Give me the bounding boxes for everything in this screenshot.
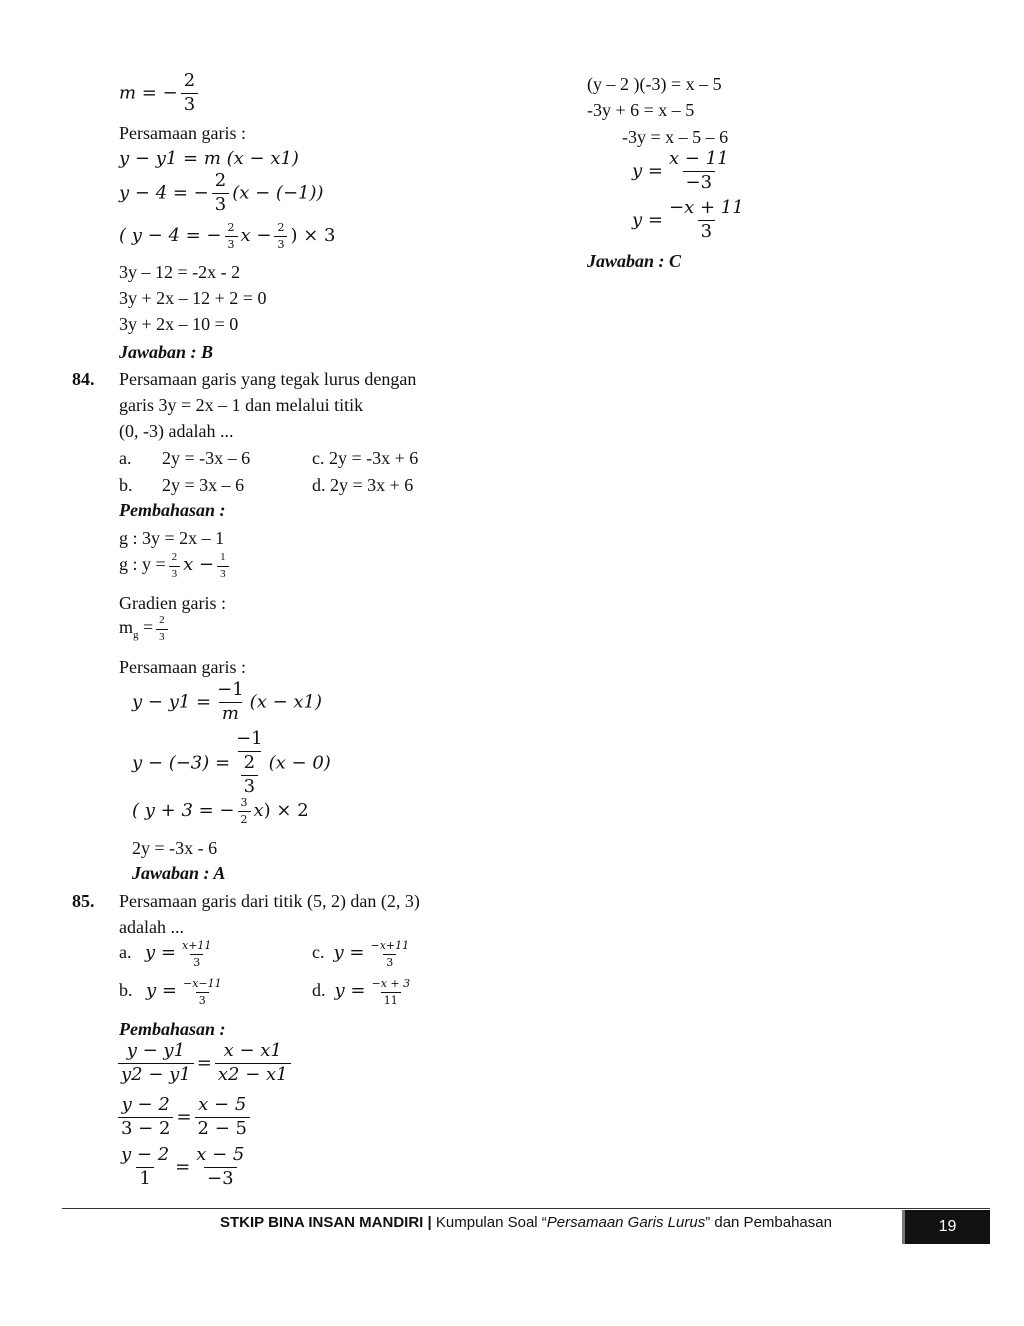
q84-persamaan-heading: Persamaan garis : — [119, 657, 246, 677]
page-number: 19 — [905, 1210, 990, 1244]
q84-pembahasan-heading: Pembahasan : — [119, 500, 226, 520]
right-step-3: -3y = x – 5 – 6 — [622, 127, 729, 147]
q84-gradient-value: $m_g$ = $\frac{2}{3}$ — [119, 615, 171, 643]
footer-suffix: ” dan Pembahasan — [705, 1214, 832, 1231]
q84-option-b: 2y = 3x – 6 — [162, 475, 245, 495]
persamaan-garis-heading: Persamaan garis : — [119, 123, 246, 143]
footer-separator: | — [423, 1214, 436, 1231]
q84-text-line1: Persamaan garis yang tegak lurus dengan — [119, 369, 417, 389]
right-step-5: y = $\frac{-x + 11}{3}$ — [632, 197, 744, 242]
q84-option-d: d. 2y = 3x + 6 — [312, 475, 414, 495]
footer-institution: STKIP BINA INSAN MANDIRI — [220, 1214, 424, 1231]
q84-gradien-heading: Gradien garis : — [119, 593, 226, 613]
right-step-2: -3y + 6 = x – 5 — [587, 100, 695, 120]
q84-multiply-step: ( y + 3 = − $\frac{3}{2}$ x) × 2 — [132, 796, 309, 826]
q85-option-c: c. y = $\frac{-x+11}{3}$ — [312, 939, 410, 969]
q84-option-b-label: b. — [119, 475, 133, 495]
equation-step-1: y − 4 = − $\frac{2}{3}$ (x − (−1)) — [119, 170, 324, 215]
answer-a: Jawaban : A — [132, 863, 226, 883]
q85-option-b: b. y = $\frac{-x-11}{3}$ — [119, 977, 222, 1007]
equation-step-5: 3y + 2x – 10 = 0 — [119, 314, 239, 334]
question-number-84: 84. — [72, 369, 95, 389]
q84-option-a-label: a. — [119, 448, 132, 468]
q84-line-g: g : 3y = 2x – 1 — [119, 528, 225, 548]
point-slope-formula: y − y1 = m (x − x1) — [119, 148, 299, 169]
q84-text-line2: garis 3y = 2x – 1 dan melalui titik — [119, 395, 364, 415]
q85-substitution: $\frac{y - 2}{3 - 2}$ = $\frac{x - 5}{2 - 5}$ — [115, 1096, 253, 1139]
footer-prefix: Kumpulan Soal “ — [435, 1214, 547, 1231]
q85-simplified: $\frac{y - 2}{1}$ = $\frac{x - 5}{-3}$ — [121, 1144, 245, 1189]
q84-substitution: y − (−3) = $\frac{-1}{\frac{2}{3}}$ (x − 0) — [132, 728, 331, 797]
q85-text-line2: adalah ... — [119, 917, 184, 937]
q84-option-a: 2y = -3x – 6 — [162, 448, 251, 468]
footer-text — [220, 1214, 832, 1231]
footer-title: Persamaan Garis Lurus — [546, 1214, 706, 1231]
q85-option-d: d. y = $\frac{-x + 3}{11}$ — [312, 977, 411, 1007]
answer-c: Jawaban : C — [587, 251, 682, 271]
question-number-85: 85. — [72, 891, 95, 911]
slope-result: m = − $\frac{2}{3}$ — [119, 72, 201, 115]
equation-step-4: 3y + 2x – 12 + 2 = 0 — [119, 288, 267, 308]
q85-two-point-formula: $\frac{y - y1}{y2 - y1}$ = $\frac{x - x1}{x2 - x1}$ — [115, 1042, 294, 1085]
q84-option-c: c. 2y = -3x + 6 — [312, 448, 419, 468]
right-step-4: y = $\frac{x - 11}{-3}$ — [632, 148, 729, 193]
q84-perpendicular-formula: y − y1 = $\frac{-1}{m}$ (x − x1) — [132, 679, 322, 724]
footer-divider — [62, 1208, 990, 1209]
answer-b: Jawaban : B — [119, 342, 214, 362]
equation-step-3: 3y – 12 = -2x - 2 — [119, 262, 241, 282]
q85-text-line1: Persamaan garis dari titik (5, 2) dan (2, 3) — [119, 891, 420, 911]
q84-text-line3: (0, -3) adalah ... — [119, 421, 234, 441]
q85-pembahasan-heading: Pembahasan : — [119, 1019, 226, 1039]
equation-step-2: ( y − 4 = − $\frac{2}{3}$ x − $\frac{2}{3}$ ) × 3 — [119, 221, 336, 251]
right-step-1: (y – 2 )(-3) = x – 5 — [587, 74, 722, 94]
q84-final-equation: 2y = -3x - 6 — [132, 838, 218, 858]
q84-line-g-slope-form: g : y = $\frac{2}{3}$ x − $\frac{1}{3}$ — [119, 552, 232, 580]
q85-option-a: a. y = $\frac{x+11}{3}$ — [119, 939, 212, 969]
